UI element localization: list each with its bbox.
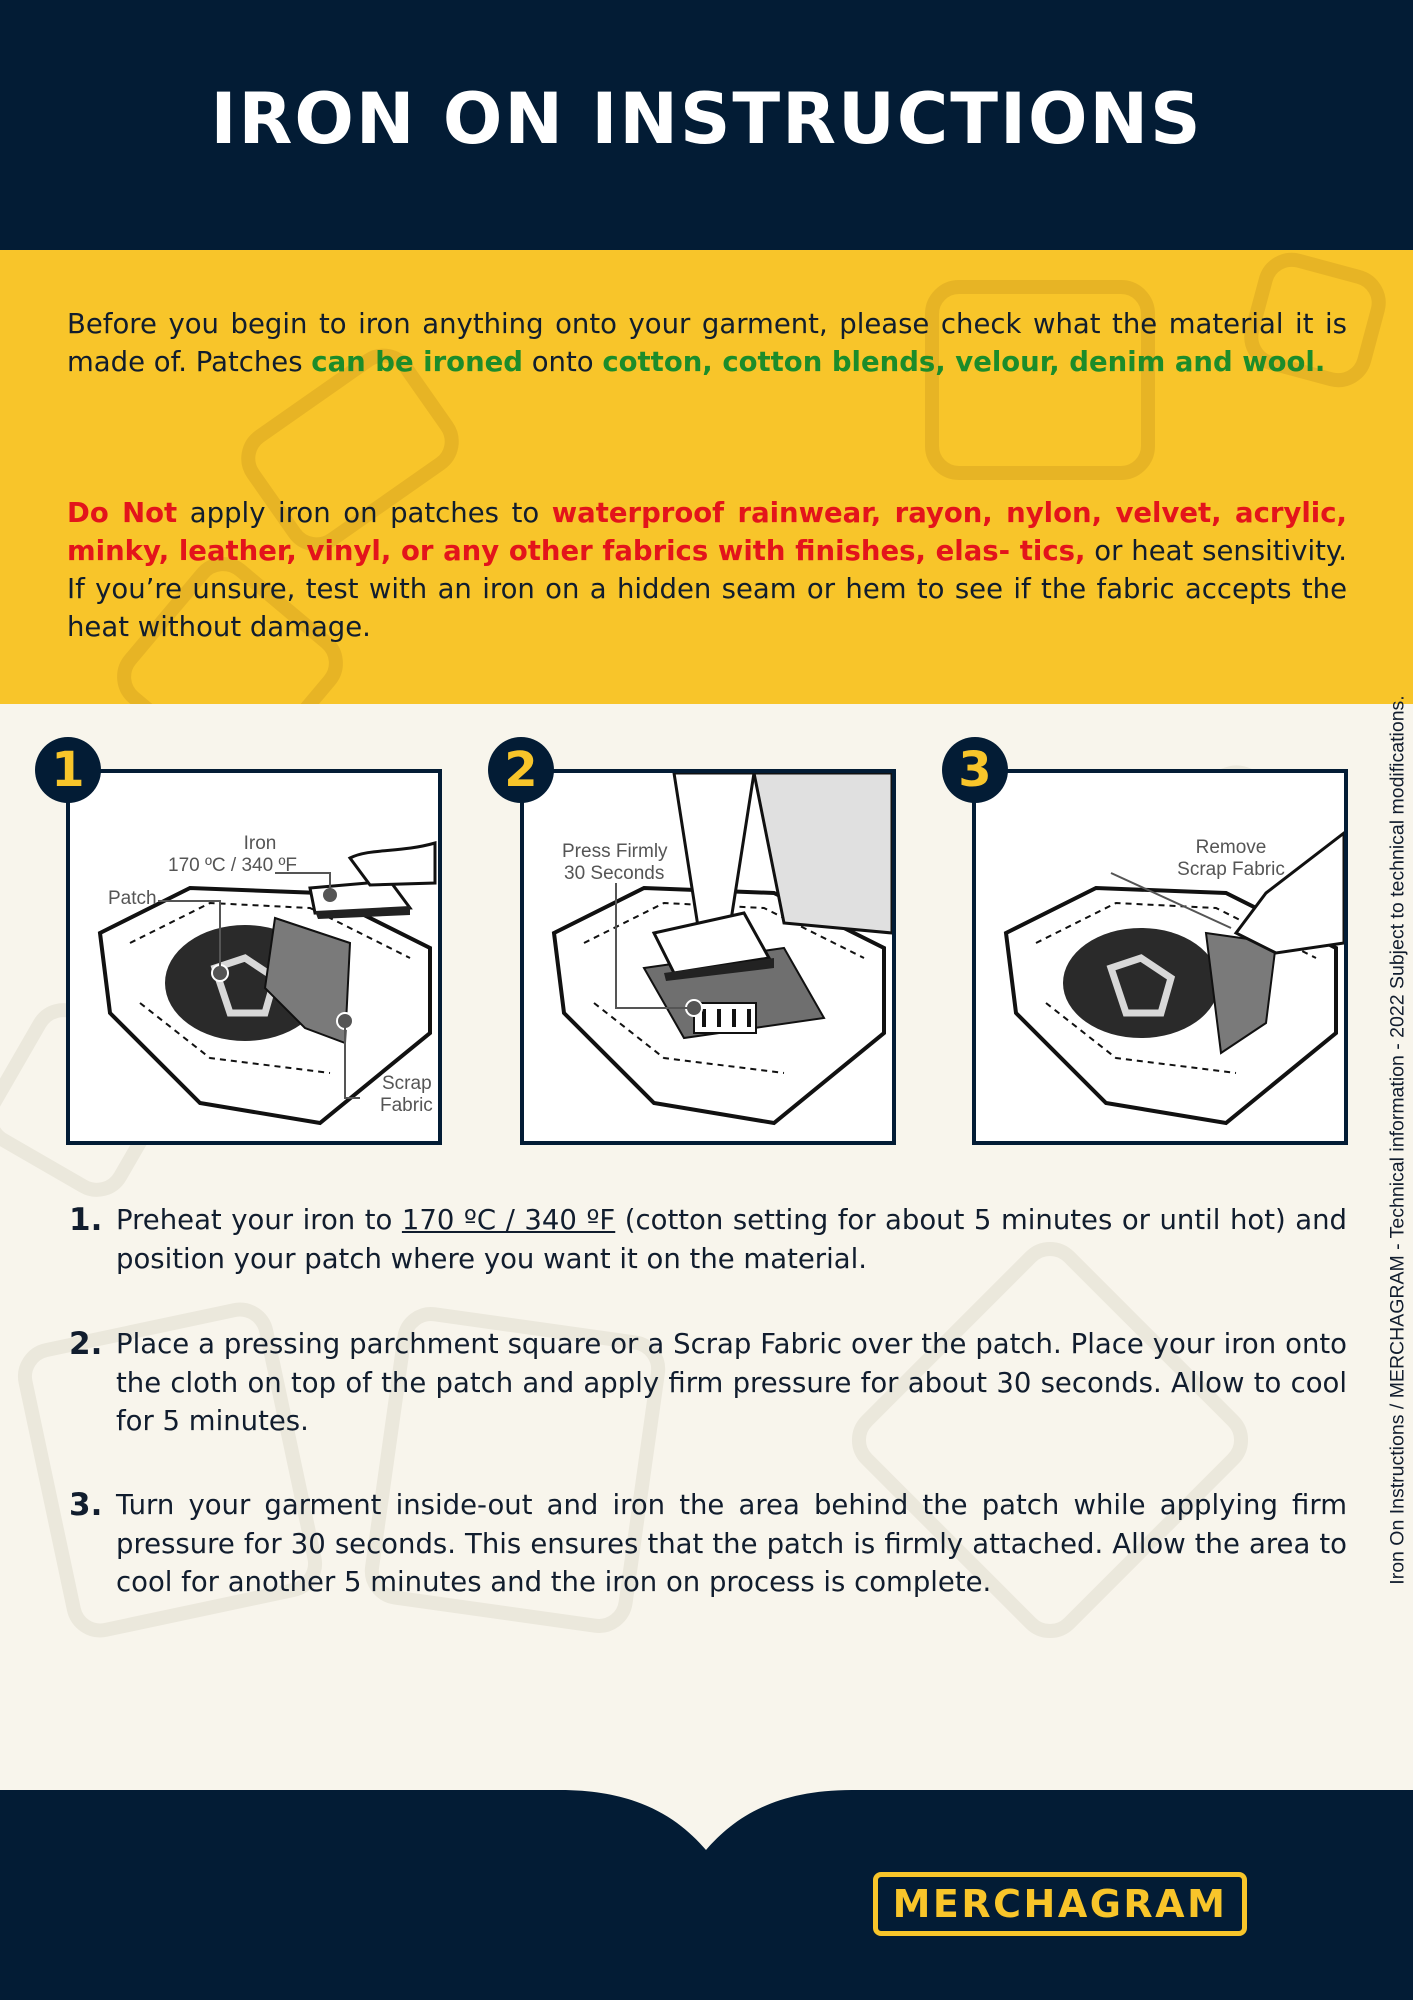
incompatible-fabrics-paragraph: Do Not apply iron on patches to waterproof rainwear, rayon, nylon, velvet, acrylic, minky, leather, vinyl, or any other fabrics with finishes, elas- tics, or heat sensitivity. If you’re unsure, test with an iron on a hidden seam or hem to see if the fabric accepts the heat without damage. [67, 497, 1347, 643]
step-3-illustration [972, 769, 1348, 1145]
step-2-text: 2. Place a pressing parchment square or a Scrap Fabric over the patch. Place your iron onto the cloth on top of the patch and apply firm pressure for about 30 seconds. Allow to cool for 5 minutes. [69, 1326, 1347, 1437]
page-title: IRON ON INSTRUCTIONS [210, 78, 1203, 160]
fabric-label: Fabric [380, 1095, 433, 1116]
remove-scrap-fabric-illustration [976, 773, 1344, 1141]
pressing-iron-illustration [524, 773, 892, 1141]
step-2-illustration [520, 769, 896, 1145]
scrap-label: Scrap [382, 1073, 432, 1094]
merchagram-logo: MERCHAGRAM [873, 1872, 1247, 1936]
iron-label: Iron [243, 833, 277, 854]
step-2-badge: 2 [488, 737, 554, 803]
thirty-seconds-label: 30 Seconds [564, 863, 665, 884]
remove-label: Remove [1195, 837, 1267, 858]
scrap-fabric-label: Scrap Fabric [1177, 859, 1285, 880]
press-firmly-label: Press Firmly [562, 841, 668, 862]
header-bar [0, 0, 1413, 250]
step-3-text: 3. Turn your garment inside-out and iron the area behind the patch while applying firm pressure for 30 seconds. This ensures that the patch is firmly attached. Allow the area to cool for another 5 minutes and the iron on process is complete. [69, 1487, 1347, 1598]
intro-section [0, 250, 1413, 704]
step-1-text: 1. Preheat your iron to 170 ºC / 340 ºF (cotton setting for about 5 minutes or until hot) and position your patch where you want it on the material. [69, 1202, 1347, 1275]
temperature-label: 170 ºC / 340 ºF [168, 855, 298, 876]
patch-label: Patch [108, 888, 157, 909]
step-1-illustration [66, 769, 442, 1145]
step-3-badge: 3 [942, 737, 1008, 803]
step-1-badge: 1 [35, 737, 101, 803]
side-disclaimer: Iron On Instructions / MERCHAGRAM - Technical information - 2022 Subject to technical modifications. [1386, 695, 1409, 1585]
compatible-fabrics-paragraph: Before you begin to iron anything onto your garment, please check what the material it is made of. Patches can be ironed onto cotton, cotton blends, velour, denim and wool. [67, 308, 1347, 378]
